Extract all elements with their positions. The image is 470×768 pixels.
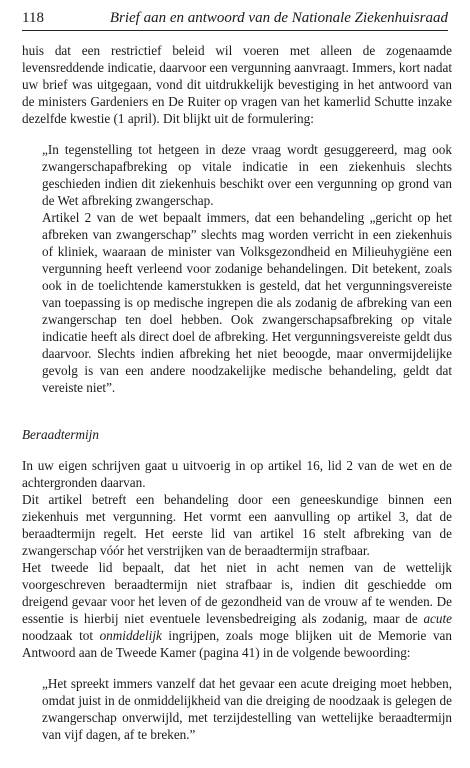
section-heading: Beraadtermijn: [22, 427, 99, 442]
quote-paragraph-3: „Het spreekt immers vanzelf dat het gevaar een acute dreiging moet hebben, omdat juist in de onmiddelijkheid van die dreiging de noodzaak is gelegen de zwangerschap onverwijld, met terzijdestelling van wettelijke beraadtermijn van vijf dagen, af te breken.”: [42, 676, 452, 742]
page-body: [22, 42, 452, 743]
paragraph-article-description: Dit artikel betreft een behandeling door een geneeskundige binnen een ziekenhuis met vergunning. Het vormt een aanvulling op artikel 3, dat de beraadtermijn regelt. Het eerste lid van artikel 16 stelt afbreking van de zwangerschap vóór het verstrijken van de beraadtermijn strafbaar.: [22, 492, 452, 558]
paragraph-text: Het tweede lid bepaalt, dat het niet in acht nemen van de wettelijk voorgeschreven beraadtermijn niet strafbaar is, indien dit geschiedde om dreigend gevaar voor het leven of de gezondheid van de vrouw af te wenden. De essentie is hierbij niet eventuele levensbedreiging als zodanig, maar de: [22, 560, 452, 626]
emphasis-acute: acute: [423, 611, 453, 626]
paragraph-article-16: In uw eigen schrijven gaat u uitvoerig in op artikel 16, lid 2 van de wet en de achtergronden daarvan.: [22, 458, 452, 490]
paragraph-text: noodzaak tot: [22, 628, 94, 643]
block-quote-ministers: [42, 141, 452, 396]
paragraph-second-clause: [22, 559, 452, 661]
page-number: 118: [22, 10, 44, 26]
running-title: Brief aan en antwoord van de Nationale Ziekenhuisraad: [109, 10, 448, 26]
paragraph-text: ingrijpen, zoals moge blijken uit de Memorie van Antwoord aan de Tweede Kamer (pagina 41) in de volgende bewoording:: [22, 628, 452, 660]
paragraph-intro: huis dat een restrictief beleid wil voeren met alleen de zogenaamde levensreddende indicatie, daarvoor een vergunning aanvraagt. Immers, kort nadat uw brief was uitgegaan, vond dit uitdrukkelijk bevestiging in het antwoord van de ministers Gardeniers en De Ruiter op vragen van het kamerlid Schutte inzake dezelfde kwestie (1 april). Dit blijkt uit de formulering:: [22, 43, 453, 126]
emphasis-onmiddelijk: onmiddelijk: [99, 628, 162, 643]
page-header: [22, 8, 448, 31]
quote-paragraph-1: „In tegenstelling tot hetgeen in deze vraag wordt gesuggereerd, mag ook zwangerschapafbreking op vitale indicatie in een ziekenhuis slechts geschieden indien dit ziekenhuis beschikt over een vergunning op grond van de Wet afbreking zwangerschap.: [42, 142, 452, 208]
block-quote-memorie: [42, 675, 452, 743]
quote-paragraph-2: Artikel 2 van de wet bepaalt immers, dat een behandeling „gericht op het afbreken van zwangerschap” slechts mag worden verricht in een ziekenhuis of kliniek, waaraan de minister van Volksgezondheid en Milieuhygiëne een vergunning heeft verleend voor zodanige behandelingen. Dit betekent, zoals ook in de toelichtende kamerstukken is gesteld, dat het vergunningsvereiste van toepassing is op medische ingrepen die als zodanig de afbreking van een zwangerschap ten doel hebben. Ook zwangerschapsafbreking op vitale indicatie heeft als direct doel de afbreking. Het vergunningsvereiste geldt dus daarvoor. Slechts indien afbreking het niet beoogde, maar onvermijdelijke gevolg is van een andere noodzakelijke medische behandeling, geldt dat vereiste niet”.: [42, 210, 452, 395]
